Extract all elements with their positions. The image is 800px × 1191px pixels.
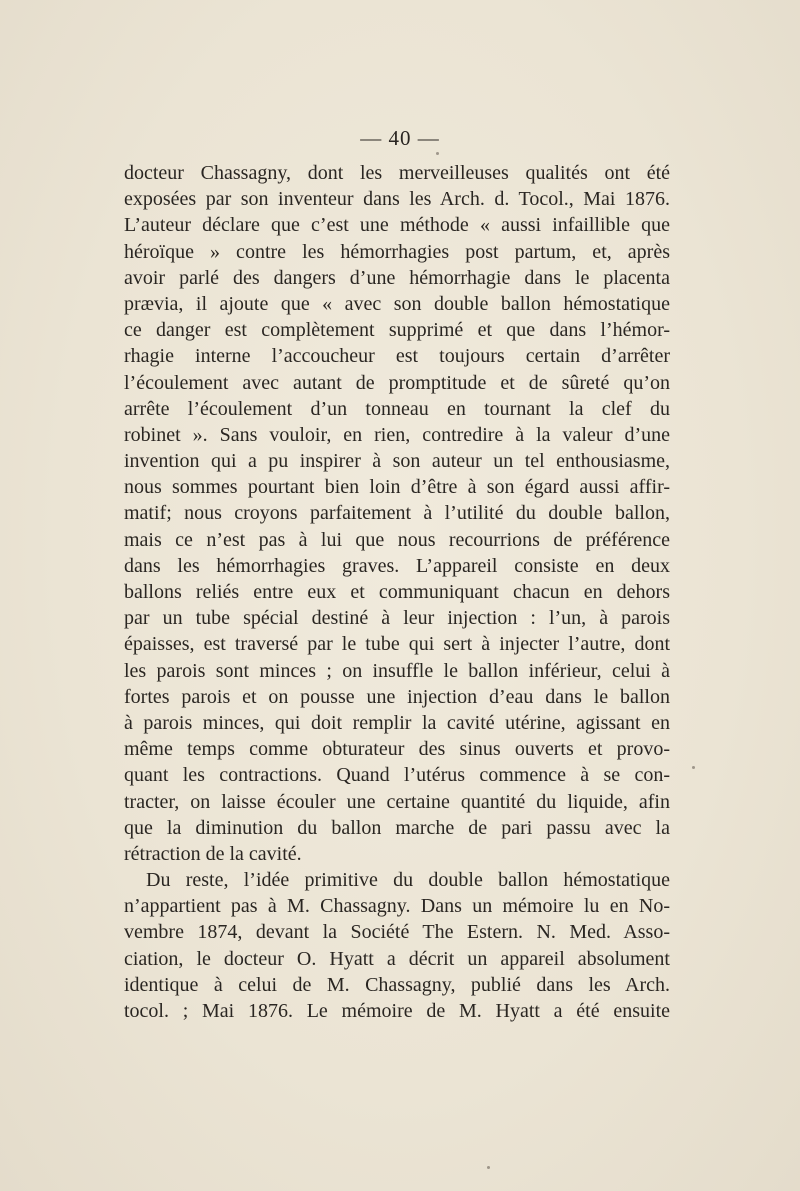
text-line: ballons reliés entre eux et communiquant chacun en dehors: [124, 581, 670, 603]
text-line: prævia, il ajoute que « avec son double ballon hémostatique: [124, 292, 670, 315]
text-line: Du reste, l’idée primitive du double ballon hémostatique: [146, 869, 670, 892]
text-line: ce danger est complètement supprimé et que dans l’hémor-: [124, 319, 670, 342]
text-line: tocol. ; Mai 1876. Le mémoire de M. Hyatt a été ensuite: [124, 1000, 670, 1022]
paper-speck: [692, 766, 695, 769]
text-line: robinet ». Sans vouloir, en rien, contredire à la valeur d’une: [124, 423, 670, 446]
text-line: mais ce n’est pas à lui que nous recourrions de préférence: [124, 528, 670, 551]
text-line: héroïque » contre les hémorrhagies post partum, et, après: [124, 240, 670, 263]
text-line: matif; nous croyons parfaitement à l’utilité du double ballon,: [124, 502, 670, 525]
text-line: arrête l’écoulement d’un tonneau en tournant la clef du: [124, 397, 670, 420]
text-line: vembre 1874, devant la Société The Estern. N. Med. Asso-: [124, 921, 670, 944]
text-line: les parois sont minces ; on insuffle le ballon inférieur, celui à: [124, 659, 670, 682]
text-line: L’auteur déclare que c’est une méthode « aussi infaillible que: [124, 214, 670, 237]
paper-speck: [436, 152, 439, 155]
text-line: exposées par son inventeur dans les Arch. d. Tocol., Mai 1876.: [124, 188, 670, 211]
text-line: à parois minces, qui doit remplir la cavité utérine, agissant en: [124, 711, 670, 734]
text-line: rétraction de la cavité.: [124, 842, 302, 865]
text-line: fortes parois et on pousse une injection d’eau dans le ballon: [124, 685, 670, 708]
text-line: nous sommes pourtant bien loin d’être à son égard aussi affir-: [124, 476, 670, 499]
text-line: tracter, on laisse écouler une certaine quantité du liquide, afin: [124, 790, 670, 813]
text-line: invention qui a pu inspirer à son auteur un tel enthousiasme,: [124, 450, 670, 473]
text-line: avoir parlé des dangers d’une hémorrhagie dans le placenta: [124, 266, 670, 289]
text-line: épaisses, est traversé par le tube qui sert à injecter l’autre, dont: [124, 633, 670, 656]
text-line: n’appartient pas à M. Chassagny. Dans un mémoire lu en No-: [124, 895, 670, 918]
page-number: — 40 —: [360, 126, 440, 150]
text-line: identique à celui de M. Chassagny, publié dans les Arch.: [124, 973, 670, 996]
text-line: rhagie interne l’accoucheur est toujours certain d’arrêter: [124, 345, 670, 368]
text-line: quant les contractions. Quand l’utérus commence à se con-: [124, 764, 670, 787]
text-line: même temps comme obturateur des sinus ouverts et provo-: [124, 738, 670, 761]
body-text: [124, 160, 670, 1024]
text-line: que la diminution du ballon marche de pari passu avec la: [124, 816, 670, 839]
text-line: ciation, le docteur O. Hyatt a décrit un appareil absolument: [124, 947, 670, 970]
text-line: dans les hémorrhagies graves. L’appareil consiste en deux: [124, 554, 670, 577]
text-line: par un tube spécial destiné à leur injection : l’un, à parois: [124, 607, 670, 630]
paper-speck: [487, 1166, 490, 1169]
text-line: l’écoulement avec autant de promptitude et de sûreté qu’on: [124, 371, 670, 394]
text-line: docteur Chassagny, dont les merveilleuses qualités ont été: [124, 162, 670, 184]
